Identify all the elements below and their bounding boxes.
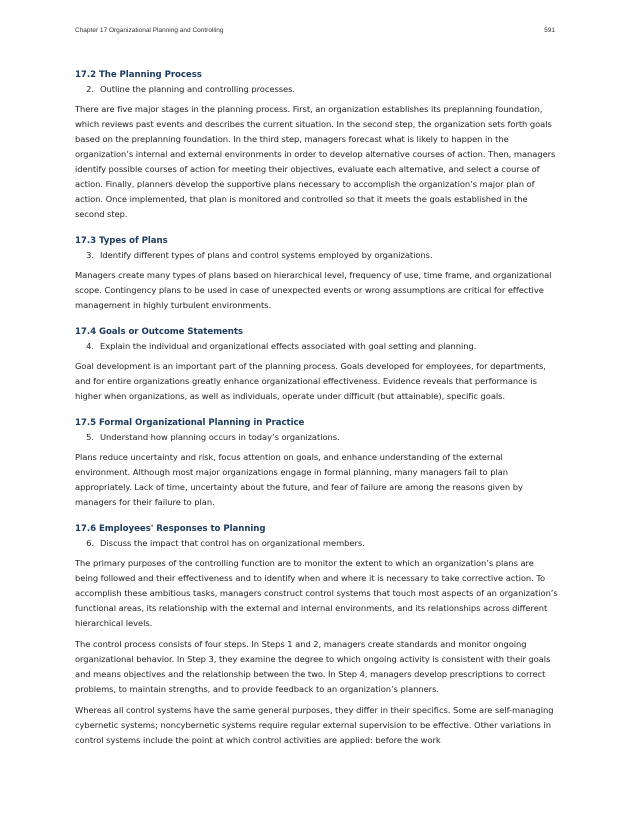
objective-number: 4. bbox=[86, 341, 94, 351]
objective-text: Outline the planning and controlling processes. bbox=[100, 84, 296, 94]
objective-text: Discuss the impact that control has on organizational members. bbox=[100, 538, 365, 548]
chapter-title: Chapter 17 Organizational Planning and Controlling bbox=[75, 27, 224, 34]
summary-paragraph: Plans reduce uncertainty and risk, focus attention on goals, and enhance understanding of the external environment. Although most major organizations engage in formal planning, many managers fail to plan appropriately. Lack of time, uncertainty about the future, and fear of failure are among the reasons given by managers for their failure to plan. bbox=[75, 452, 523, 507]
summary-paragraph: Goal development is an important part of the planning process. Goals developed for employees, for departments, and for entire organizations greatly enhance organizational effectiveness. Evidence reveals that performance is higher when organizations, as well as individuals, operate under difficult (but attainable), specific goals. bbox=[75, 361, 546, 401]
learning-objective bbox=[75, 536, 559, 550]
objective-text: Explain the individual and organizational effects associated with goal setting and planning. bbox=[100, 341, 477, 351]
learning-objective bbox=[75, 339, 559, 353]
objective-number: 5. bbox=[86, 432, 94, 442]
summary-paragraph: Managers create many types of plans based on hierarchical level, frequency of use, time frame, and organizational scope. Contingency plans to be used in case of unexpected events or wrong assumptions are critical for effective management in highly turbulent environments. bbox=[75, 270, 552, 310]
page-number: 591 bbox=[544, 27, 555, 34]
summary-paragraph: There are five major stages in the planning process. First, an organization establishes its preplanning foundation, which reviews past events and describes the current situation. In the second step, the organization sets forth goals based on the preplanning foundation. In the third step, managers forecast what is likely to happen in the organization’s internal and external environments in order to develop alternative courses of action. Then, managers identify possible courses of action for meeting their objectives, evaluate each alternative, and select a course of action. Finally, planners develop the supportive plans necessary to accomplish the organization’s major plan of action. Once implemented, that plan is monitored and controlled so that it meets the goals established in the second step. bbox=[75, 104, 556, 219]
summary-paragraph: The primary purposes of the controlling function are to monitor the extent to which an organization’s plans are being followed and their effectiveness and to identify when and where it is necessary to take corrective action. To accomplish these ambitious tasks, managers construct control systems that touch most aspects of an organization’s functional areas, its relationship with the external and internal environments, and its relationships across different hierarchical levels. bbox=[75, 558, 558, 628]
objective-number: 3. bbox=[86, 250, 94, 260]
section-17-3 bbox=[75, 234, 559, 313]
section-17-6 bbox=[75, 522, 559, 748]
summary-content bbox=[75, 68, 559, 760]
objective-number: 2. bbox=[86, 84, 94, 94]
learning-objective bbox=[75, 248, 559, 262]
objective-number: 6. bbox=[86, 538, 94, 548]
learning-objective bbox=[75, 82, 559, 96]
summary-paragraph: The control process consists of four steps. In Steps 1 and 2, managers create standards and monitor ongoing organizational behavior. In Step 3, they examine the degree to which ongoing activity is consistent with their goals and means objectives and the relationship between the two. In Step 4, managers develop prescriptions to correct problems, to maintain strengths, and to provide feedback to an organization’s planners. bbox=[75, 639, 551, 694]
section-17-4 bbox=[75, 325, 559, 404]
section-heading: 17.4 Goals or Outcome Statements bbox=[75, 327, 244, 337]
objective-text: Understand how planning occurs in today’s organizations. bbox=[100, 432, 340, 442]
section-17-5 bbox=[75, 416, 559, 510]
section-heading: 17.5 Formal Organizational Planning in Practice bbox=[75, 418, 305, 428]
section-heading: 17.3 Types of Plans bbox=[75, 236, 168, 246]
summary-paragraph: Whereas all control systems have the same general purposes, they differ in their specifics. Some are self-managing cybernetic systems; noncybernetic systems require regular external supervision to be effective. Other variations in control systems include the point at which control activities are applied: before the work bbox=[75, 705, 554, 745]
section-heading: 17.2 The Planning Process bbox=[75, 70, 202, 80]
running-header bbox=[75, 27, 555, 34]
objective-text: Identify different types of plans and control systems employed by organizations. bbox=[100, 250, 433, 260]
section-17-2 bbox=[75, 68, 559, 222]
section-heading: 17.6 Employees' Responses to Planning bbox=[75, 524, 266, 534]
learning-objective bbox=[75, 430, 559, 444]
